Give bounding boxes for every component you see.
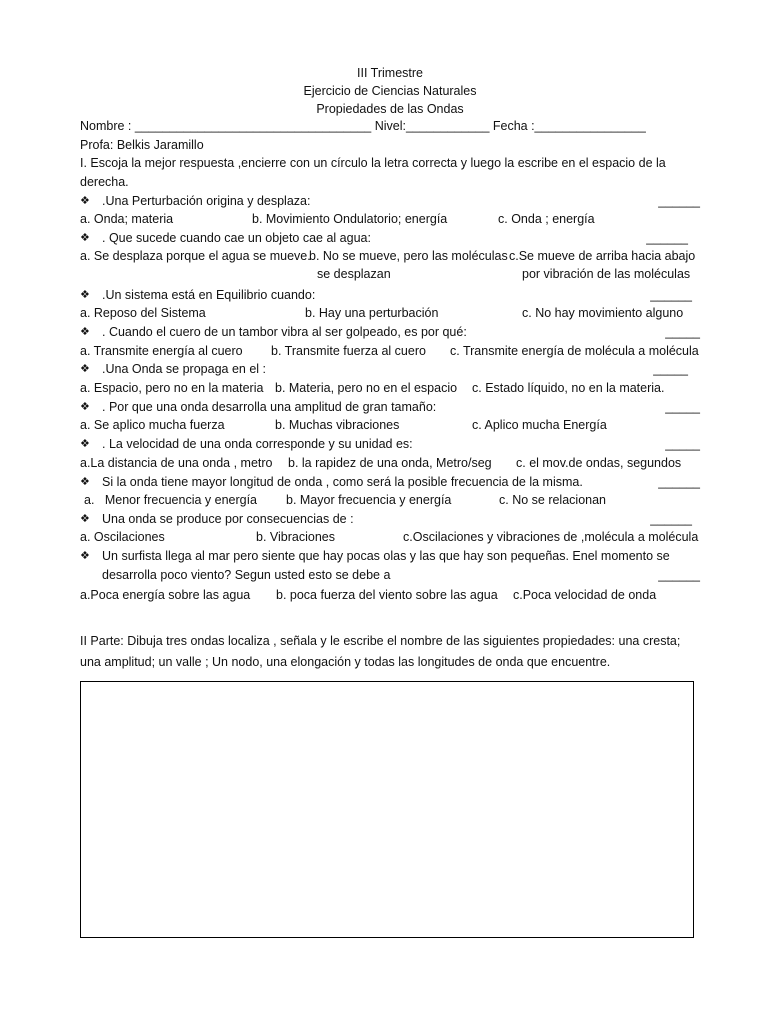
q8-option-c: c. No se relacionan — [499, 493, 607, 507]
question-3: .Un sistema está en Equilibrio cuando: — [102, 288, 316, 302]
part2-instructions: II Parte: Dibuja tres ondas localiza , señala y le escribe el nombre de las siguientes propiedades: una cresta; — [80, 634, 681, 648]
bullet-icon: ❖ — [80, 550, 90, 562]
q7-option-c: c. el mov.de ondas, segundos — [516, 456, 682, 470]
q3-option-b: b. Hay una perturbación — [305, 306, 439, 320]
answer-blank-9: ______ — [650, 512, 692, 526]
bullet-icon: ❖ — [80, 363, 90, 375]
question-6: . Por que una onda desarrolla una amplitud de gran tamaño: — [102, 400, 437, 414]
q9-option-c: c.Oscilaciones y vibraciones de ,molécula a molécula — [403, 530, 699, 544]
answer-blank-7: _____ — [665, 437, 700, 451]
q10-option-a: a.Poca energía sobre las agua — [80, 588, 251, 602]
q4-option-b: b. Transmite fuerza al cuero — [271, 344, 426, 358]
q10-option-c: c.Poca velocidad de onda — [513, 588, 657, 602]
bullet-icon: ❖ — [80, 401, 90, 413]
q3-option-a: a. Reposo del Sistema — [80, 306, 206, 320]
question-8: Si la onda tiene mayor longitud de onda , como será la posible frecuencia de la misma. — [102, 475, 583, 489]
question-5: .Una Onda se propaga en el : — [102, 362, 267, 376]
question-2: . Que sucede cuando cae un objeto cae al agua: — [102, 231, 371, 245]
q6-option-c: c. Aplico mucha Energía — [472, 418, 607, 432]
q10-option-b: b. poca fuerza del viento sobre las agua — [276, 588, 498, 602]
q2-option-b-cont: se desplazan — [317, 267, 391, 281]
q5-option-a: a. Espacio, pero no en la materia — [80, 381, 264, 395]
bullet-icon: ❖ — [80, 476, 90, 488]
q7-option-b: b. la rapidez de una onda, Metro/seg — [288, 456, 492, 470]
bullet-icon: ❖ — [80, 326, 90, 338]
q4-option-a: a. Transmite energía al cuero — [80, 344, 243, 358]
q6-option-a: a. Se aplico mucha fuerza — [80, 418, 225, 432]
q1-option-c: c. Onda ; energía — [498, 212, 595, 226]
part2-instructions-cont: una amplitud; un valle ; Un nodo, una elongación y todas las longitudes de onda que encuentre. — [80, 655, 611, 669]
part1-instructions: I. Escoja la mejor respuesta ,encierre con un círculo la letra correcta y luego la escribe en el espacio de la — [80, 156, 666, 170]
answer-blank-10: ______ — [658, 568, 700, 582]
q8-option-a: a. Menor frecuencia y energía — [84, 493, 258, 507]
q7-option-a: a.La distancia de una onda , metro — [80, 456, 273, 470]
q5-option-c: c. Estado líquido, no en la materia. — [472, 381, 665, 395]
bullet-icon: ❖ — [80, 289, 90, 301]
trimester-title: III Trimestre — [357, 66, 423, 80]
q9-option-a: a. Oscilaciones — [80, 530, 165, 544]
part1-instructions-cont: derecha. — [80, 175, 129, 189]
q9-option-b: b. Vibraciones — [256, 530, 335, 544]
question-1: .Una Perturbación origina y desplaza: — [102, 194, 311, 208]
drawing-area[interactable] — [80, 681, 694, 938]
teacher-name: Profa: Belkis Jaramillo — [80, 138, 204, 152]
bullet-icon: ❖ — [80, 232, 90, 244]
question-9: Una onda se produce por consecuencias de : — [102, 512, 354, 526]
exercise-title: Ejercicio de Ciencias Naturales — [303, 84, 477, 98]
student-info-line: Nombre : __________________________________ Nivel:____________ Fecha :________________ — [80, 119, 646, 133]
topic-title: Propiedades de las Ondas — [316, 102, 464, 116]
question-4: . Cuando el cuero de un tambor vibra al ser golpeado, es por qué: — [102, 325, 467, 339]
q2-option-b: b. No se mueve, pero las moléculas — [309, 249, 508, 263]
q1-option-a: a. Onda; materia — [80, 212, 174, 226]
answer-blank-3: ______ — [650, 288, 692, 302]
q5-option-b: b. Materia, pero no en el espacio — [275, 381, 458, 395]
answer-blank-1: ______ — [658, 194, 700, 208]
question-10-cont: desarrolla poco viento? Segun usted esto se debe a — [102, 568, 391, 582]
q2-option-a: a. Se desplaza porque el agua se mueve. — [80, 249, 311, 263]
answer-blank-4: _____ — [665, 325, 700, 339]
q2-option-c: c.Se mueve de arriba hacia abajo — [509, 249, 696, 263]
question-10: Un surfista llega al mar pero siente que hay pocas olas y las que hay son pequeñas. Enel momento se — [102, 549, 670, 563]
q3-option-c: c. No hay movimiento alguno — [522, 306, 684, 320]
answer-blank-8: ______ — [658, 475, 700, 489]
q1-option-b: b. Movimiento Ondulatorio; energía — [252, 212, 448, 226]
q2-option-c-cont: por vibración de las moléculas — [522, 267, 691, 281]
q8-option-b: b. Mayor frecuencia y energía — [286, 493, 452, 507]
bullet-icon: ❖ — [80, 195, 90, 207]
q6-option-b: b. Muchas vibraciones — [275, 418, 400, 432]
q4-option-c: c. Transmite energía de molécula a molécula — [450, 344, 699, 358]
bullet-icon: ❖ — [80, 438, 90, 450]
answer-blank-5: _____ — [653, 362, 688, 376]
answer-blank-2: ______ — [646, 231, 688, 245]
bullet-icon: ❖ — [80, 513, 90, 525]
question-7: . La velocidad de una onda corresponde y su unidad es: — [102, 437, 413, 451]
answer-blank-6: _____ — [665, 400, 700, 414]
